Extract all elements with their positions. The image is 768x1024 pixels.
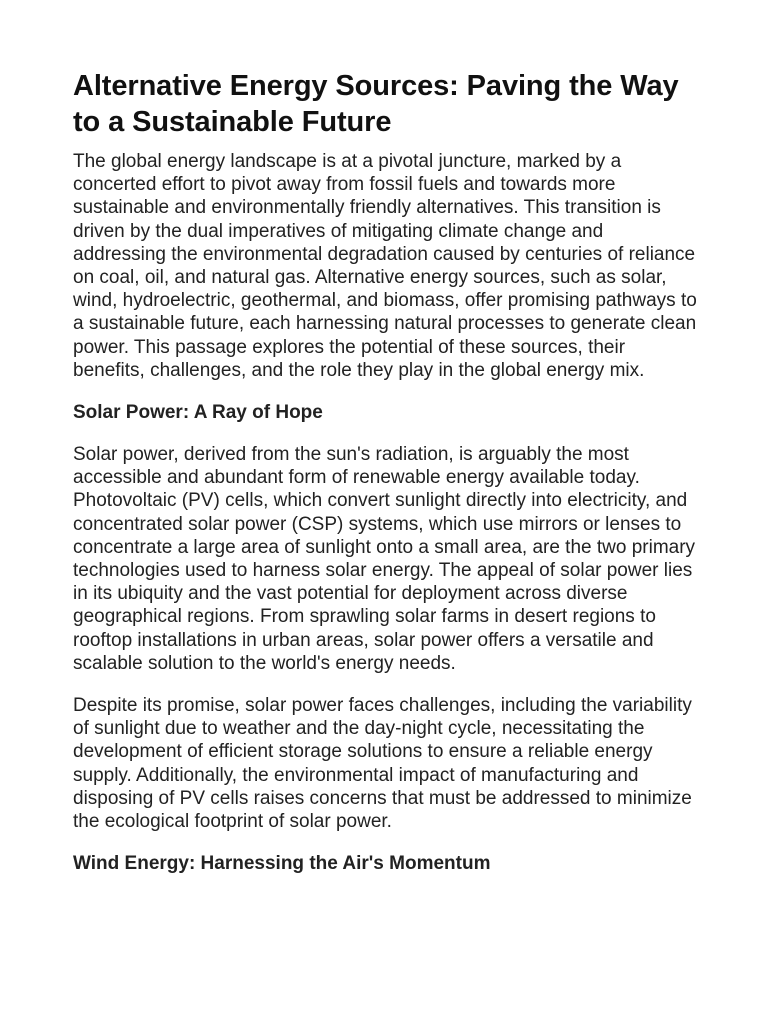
document-page: [73, 68, 698, 875]
solar-paragraph-1: Solar power, derived from the sun's radiation, is arguably the most accessible and abundant form of renewable energy available today. Photovoltaic (PV) cells, which convert sunlight directly into electricity, and concentrated solar power (CSP) systems, which use mirrors or lenses to concentrate a large area of sunlight onto a small area, are the two primary technologies used to harness solar energy. The appeal of solar power lies in its ubiquity and the vast potential for deployment across diverse geographical regions. From sprawling solar farms in desert regions to rooftop installations in urban areas, solar power offers a versatile and scalable solution to the world's energy needs.: [73, 444, 696, 674]
document-title: Alternative Energy Sources: Paving the Way to a Sustainable Future: [73, 70, 679, 138]
section-heading-wind: Wind Energy: Harnessing the Air's Momentum: [73, 853, 491, 875]
section-heading-solar: Solar Power: A Ray of Hope: [73, 402, 323, 424]
intro-paragraph: The global energy landscape is at a pivotal juncture, marked by a concerted effort to pivot away from fossil fuels and towards more sustainable and environmentally friendly alternatives. This transition is driven by the dual imperatives of mitigating climate change and addressing the environmental degradation caused by centuries of reliance on coal, oil, and natural gas. Alternative energy sources, such as solar, wind, hydroelectric, geothermal, and biomass, offer promising pathways to a sustainable future, each harnessing natural processes to generate clean power. This passage explores the potential of these sources, their benefits, challenges, and the role they play in the global energy mix.: [73, 151, 697, 381]
solar-paragraph-2: Despite its promise, solar power faces challenges, including the variability of sunlight due to weather and the day-night cycle, necessitating the development of efficient storage solutions to ensure a reliable energy supply. Additionally, the environmental impact of manufacturing and disposing of PV cells raises concerns that must be addressed to minimize the ecological footprint of solar power.: [73, 695, 692, 833]
